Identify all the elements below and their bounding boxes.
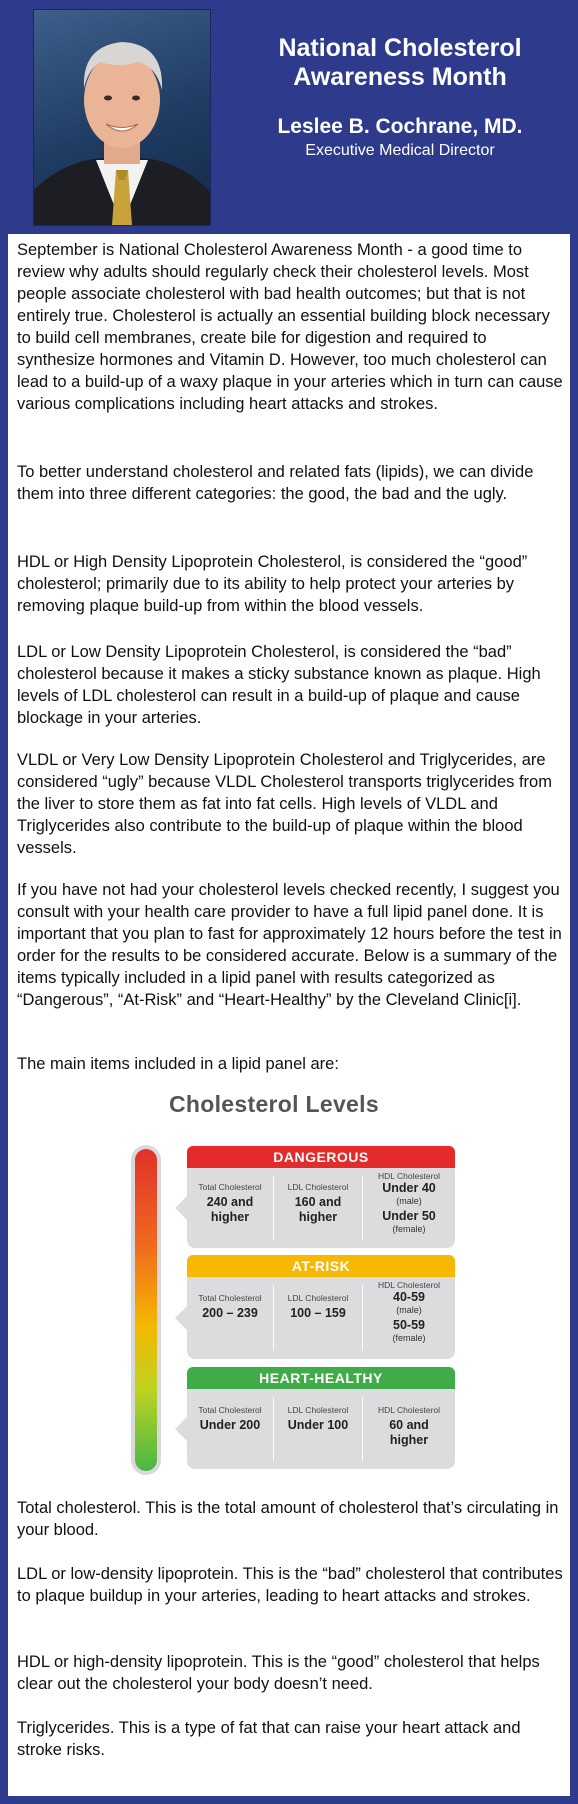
paragraph-lipid-panel-intro: The main items included in a lipid panel are: bbox=[17, 1055, 339, 1073]
page-title bbox=[230, 34, 570, 92]
band-at-risk bbox=[187, 1255, 455, 1359]
paragraph-total-cholesterol: Total cholesterol. This is the total amount of cholesterol that’s circulating in your blood. bbox=[17, 1499, 559, 1539]
thermometer-fill bbox=[135, 1149, 157, 1471]
paragraph-ldl-definition: LDL or low-density lipoprotein. This is the “bad” cholesterol that contributes to plaque buildup in your arteries, leading to heart attacks and strokes. bbox=[17, 1565, 563, 1605]
chart-title: Cholesterol Levels bbox=[169, 1091, 379, 1117]
paragraph-triglycerides: Triglycerides. This is a type of fat that can raise your heart attack and stroke risks. bbox=[17, 1719, 521, 1759]
paragraph-hdl-definition: HDL or high-density lipoprotein. This is the “good” cholesterol that helps clear out the cholesterol your body doesn’t need. bbox=[17, 1653, 540, 1693]
heart-healthy-hdl bbox=[363, 1389, 455, 1448]
author-name: Leslee B. Cochrane, MD. bbox=[277, 115, 523, 138]
dangerous-total bbox=[187, 1168, 273, 1225]
at-risk-hdl-male: 40-59 bbox=[393, 1290, 425, 1304]
at-risk-ldl bbox=[274, 1277, 362, 1321]
header-banner bbox=[0, 0, 578, 232]
title-line-1: National Cholesterol bbox=[278, 34, 522, 62]
paragraph-ldl: LDL or Low Density Lipoprotein Cholesterol, is considered the “bad” cholesterol because it makes a sticky substance known as plaque. High levels of LDL cholesterol can result in a build-up of plaque and cause blockage in your arteries. bbox=[17, 643, 541, 727]
cholesterol-levels-chart bbox=[125, 1089, 479, 1501]
thermometer-gauge bbox=[131, 1145, 161, 1475]
at-risk-hdl-female-note: (female) bbox=[392, 1333, 426, 1343]
article-body bbox=[8, 234, 570, 1796]
paragraph-intro: September is National Cholesterol Awareness Month - a good time to review why adults should regularly check their cholesterol levels. Most people associate cholesterol with bad health outcomes; but that is not entirely true. Cholesterol is actually an essential building block necessary to build cell membranes, create bile for digestion and required to synthesize hormones and Vitamin D. However, too much cholesterol can lead to a build-up of a waxy plaque in your arteries which in turn can cause various complications including heart attacks and strokes. bbox=[17, 241, 563, 413]
at-risk-total-value: 200 – 239 bbox=[202, 1306, 258, 1320]
at-risk-ldl-value: 100 – 159 bbox=[290, 1306, 346, 1320]
dangerous-ldl-value: 160 and higher bbox=[294, 1195, 342, 1224]
paragraph-categories: To better understand cholesterol and related fats (lipids), we can divide them into three different categories: the good, the bad and the ugly. bbox=[17, 463, 534, 503]
dangerous-hdl-male: Under 40 bbox=[382, 1181, 436, 1195]
dangerous-total-value: 240 and higher bbox=[206, 1195, 254, 1224]
dangerous-hdl-female: Under 50 bbox=[382, 1209, 436, 1223]
author-portrait bbox=[34, 10, 210, 225]
dangerous-hdl-female-note: (female) bbox=[392, 1224, 426, 1234]
at-risk-ldl-label: LDL Cholesterol bbox=[287, 1293, 349, 1303]
dangerous-hdl-label: HDL Cholesterol bbox=[377, 1171, 441, 1181]
band-dangerous bbox=[187, 1146, 455, 1248]
at-risk-hdl-label: HDL Cholesterol bbox=[377, 1280, 441, 1290]
at-risk-hdl-male-note: (male) bbox=[396, 1305, 422, 1315]
heart-healthy-hdl-label: HDL Cholesterol bbox=[377, 1405, 441, 1415]
dangerous-hdl bbox=[363, 1168, 455, 1235]
paragraph-hdl: HDL or High Density Lipoprotein Cholesterol, is considered the “good” cholesterol; primarily due to its ability to help protect your arteries by removing plaque build-up from within the blood vessels. bbox=[17, 553, 528, 615]
band-at-risk-body bbox=[187, 1277, 455, 1359]
paragraph-vldl: VLDL or Very Low Density Lipoprotein Cholesterol and Triglycerides, are considered “ugly” because VLDL Cholesterol transports triglycerides from the liver to store them as fat into fat cells. High levels of VLDL and Triglycerides also contribute to the build-up of plaque within the blood vessels. bbox=[17, 751, 552, 857]
heart-healthy-total-value: Under 200 bbox=[199, 1418, 261, 1432]
title-line-2: Awareness Month bbox=[293, 63, 507, 91]
dangerous-ldl-label: LDL Cholesterol bbox=[287, 1182, 349, 1192]
dangerous-hdl-male-note: (male) bbox=[396, 1196, 422, 1206]
band-heart-healthy-body bbox=[187, 1389, 455, 1469]
band-dangerous-header: DANGEROUS bbox=[187, 1146, 455, 1168]
heart-healthy-hdl-value: 60 and higher bbox=[389, 1418, 429, 1447]
at-risk-hdl bbox=[363, 1277, 455, 1344]
heart-healthy-ldl-value: Under 100 bbox=[287, 1418, 349, 1432]
band-heart-healthy bbox=[187, 1367, 455, 1469]
dangerous-ldl bbox=[274, 1168, 362, 1225]
at-risk-total bbox=[187, 1277, 273, 1321]
author-role: Executive Medical Director bbox=[305, 142, 495, 159]
band-dangerous-body bbox=[187, 1168, 455, 1248]
band-heart-healthy-header: HEART-HEALTHY bbox=[187, 1367, 455, 1389]
heart-healthy-total-label: Total Cholesterol bbox=[198, 1405, 262, 1415]
dangerous-total-label: Total Cholesterol bbox=[198, 1182, 262, 1192]
heart-healthy-ldl-label: LDL Cholesterol bbox=[287, 1405, 349, 1415]
at-risk-total-label: Total Cholesterol bbox=[198, 1293, 262, 1303]
heart-healthy-ldl bbox=[274, 1389, 362, 1433]
band-at-risk-header: AT-RISK bbox=[187, 1255, 455, 1277]
heart-healthy-total bbox=[187, 1389, 273, 1433]
at-risk-hdl-female: 50-59 bbox=[393, 1318, 425, 1332]
paragraph-testing: If you have not had your cholesterol levels checked recently, I suggest you consult with your health care provider to have a full lipid panel done. It is important that you plan to fast for approximately 12 hours before the test in order for the results to be considered accurate. Below is a summary of the items typically included in a lipid panel with results categorized as “Dangerous”, “At-Risk” and “Heart-Healthy” by the Cleveland Clinic[i]. bbox=[17, 881, 562, 1009]
